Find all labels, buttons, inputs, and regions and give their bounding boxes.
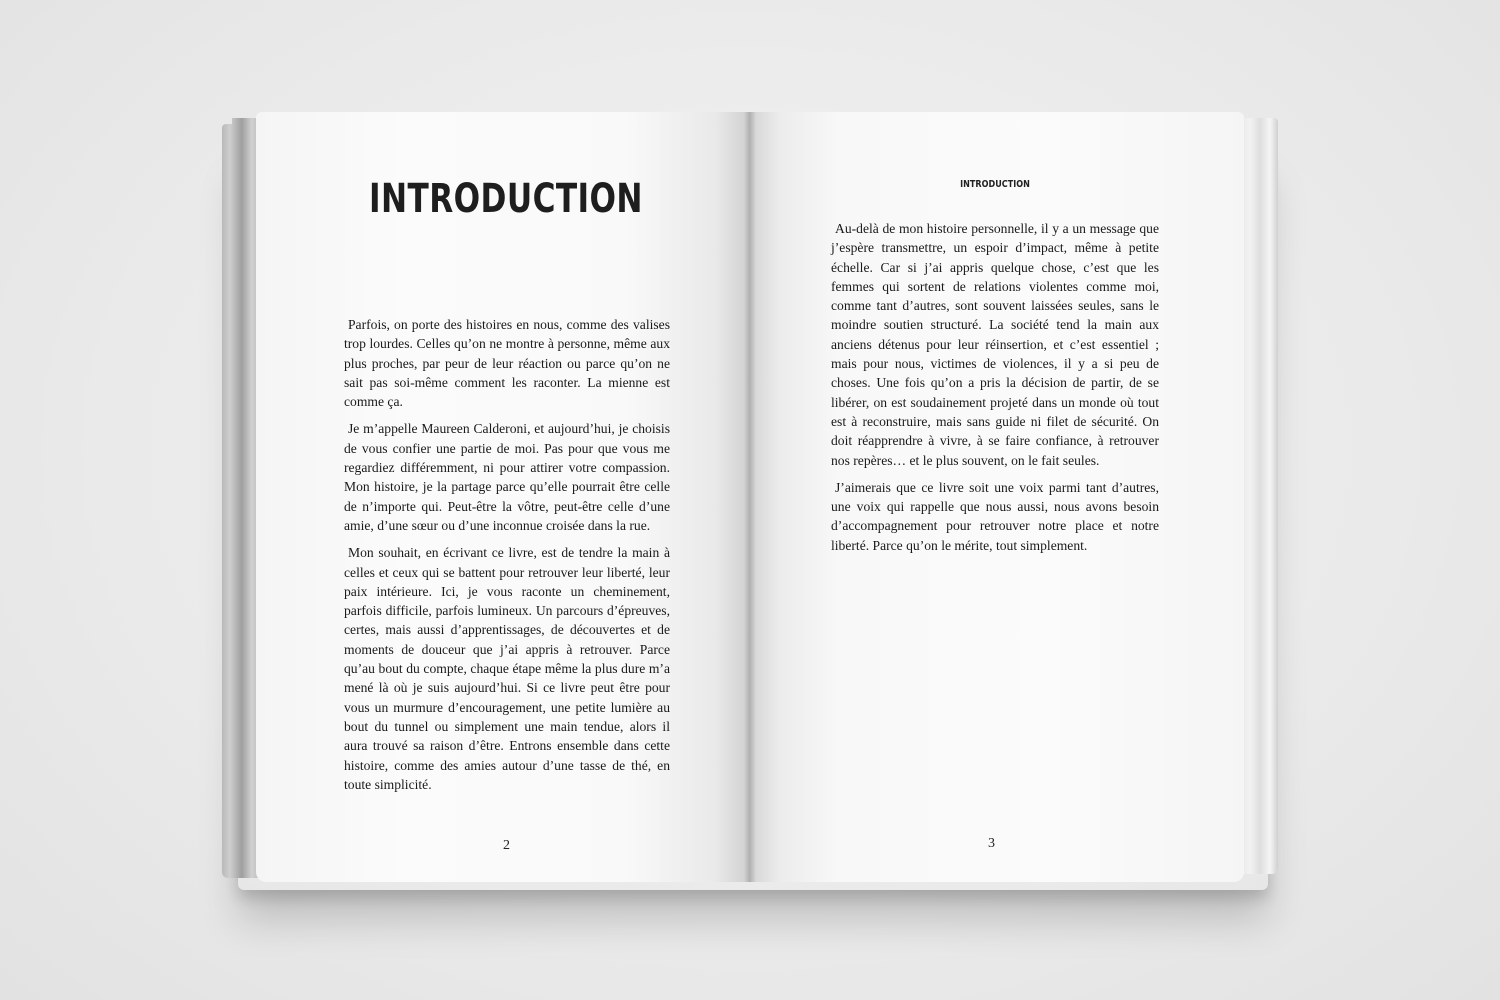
paragraph: J’aimerais que ce livre soit une voix parmi tant d’autres, une voix qui rappelle que nous aussi, nous avons besoin d’accompagnement pour retrouver notre place et notre liberté. Parce qu’on le mérite, tout simplement. [831, 479, 1159, 553]
page-number-left: 2 [503, 838, 510, 853]
left-page-body [344, 315, 670, 802]
page-number-right: 3 [988, 836, 995, 851]
paragraph: Parfois, on porte des histoires en nous, comme des valises trop lourdes. Celles qu’on ne montre à personne, même aux plus proches, par peur de leur réaction ou parce qu’on ne sait pas soi-même comment les raconter. La mienne est comme ça. [344, 317, 670, 410]
book-gutter [744, 112, 756, 882]
right-page [750, 112, 1244, 882]
paragraph: Au-delà de mon histoire personnelle, il y a un message que j’espère transmettre, un espoir d’impact, même à petite échelle. Car si j’ai appris quelque chose, c’est que les femmes qui sortent de relations violentes comme moi, comme tant d’autres, sont souvent laissées seules, sans le moindre soutien structuré. La société tend la main aux anciens détenus pour leur réinsertion, et c’est essentiel ; mais pour nous, victimes de violences, il y a si peu de choses. Une fois qu’on a pris la décision de partir, de se libérer, on est soudainement projeté dans un monde où tout est à reconstruire, mais sans guide ni filet de sécurité. On doit réapprendre à vivre, à se faire confiance, à retrouver nos repères… et le plus souvent, on le fait seules. [831, 221, 1159, 468]
left-page [256, 112, 750, 882]
running-head: INTRODUCTION [960, 179, 1030, 190]
paragraph: Je m’appelle Maureen Calderoni, et aujourd’hui, je choisis de vous confier une partie de moi. Pas pour que vous me regardiez différemment, ni pour attirer votre compassion. Mon histoire, je la partage parce qu’elle pourrait être celle de n’importe qui. Peut-être la vôtre, peut-être celle d’une amie, d’une sœur ou d’une inconnue croisée dans la rue. [344, 421, 670, 533]
paragraph: Mon souhait, en écrivant ce livre, est de tendre la main à celles et ceux qui se battent pour retrouver leur liberté, leur paix intérieure. Ici, je vous raconte un cheminement, parfois difficile, parfois lumineux. Un parcours d’épreuves, certes, mais aussi d’apprentissages, de découvertes et de moments de douceur que j’ai appris à retrouver. Parce qu’au bout du compte, chaque étape même la plus dure m’a mené là où je suis aujourd’hui. Si ce livre peut être pour vous un murmure d’encouragement, une petite lumière au bout du tunnel ou simplement une main tendue, alors il aura trouvé sa raison d’être. Entrons ensemble dans cette histoire, comme des amies autour d’une tasse de thé, en toute simplicité. [344, 545, 670, 792]
chapter-title: INTRODUCTION [369, 176, 643, 222]
right-page-stack [1238, 118, 1278, 874]
right-page-body [831, 219, 1159, 563]
